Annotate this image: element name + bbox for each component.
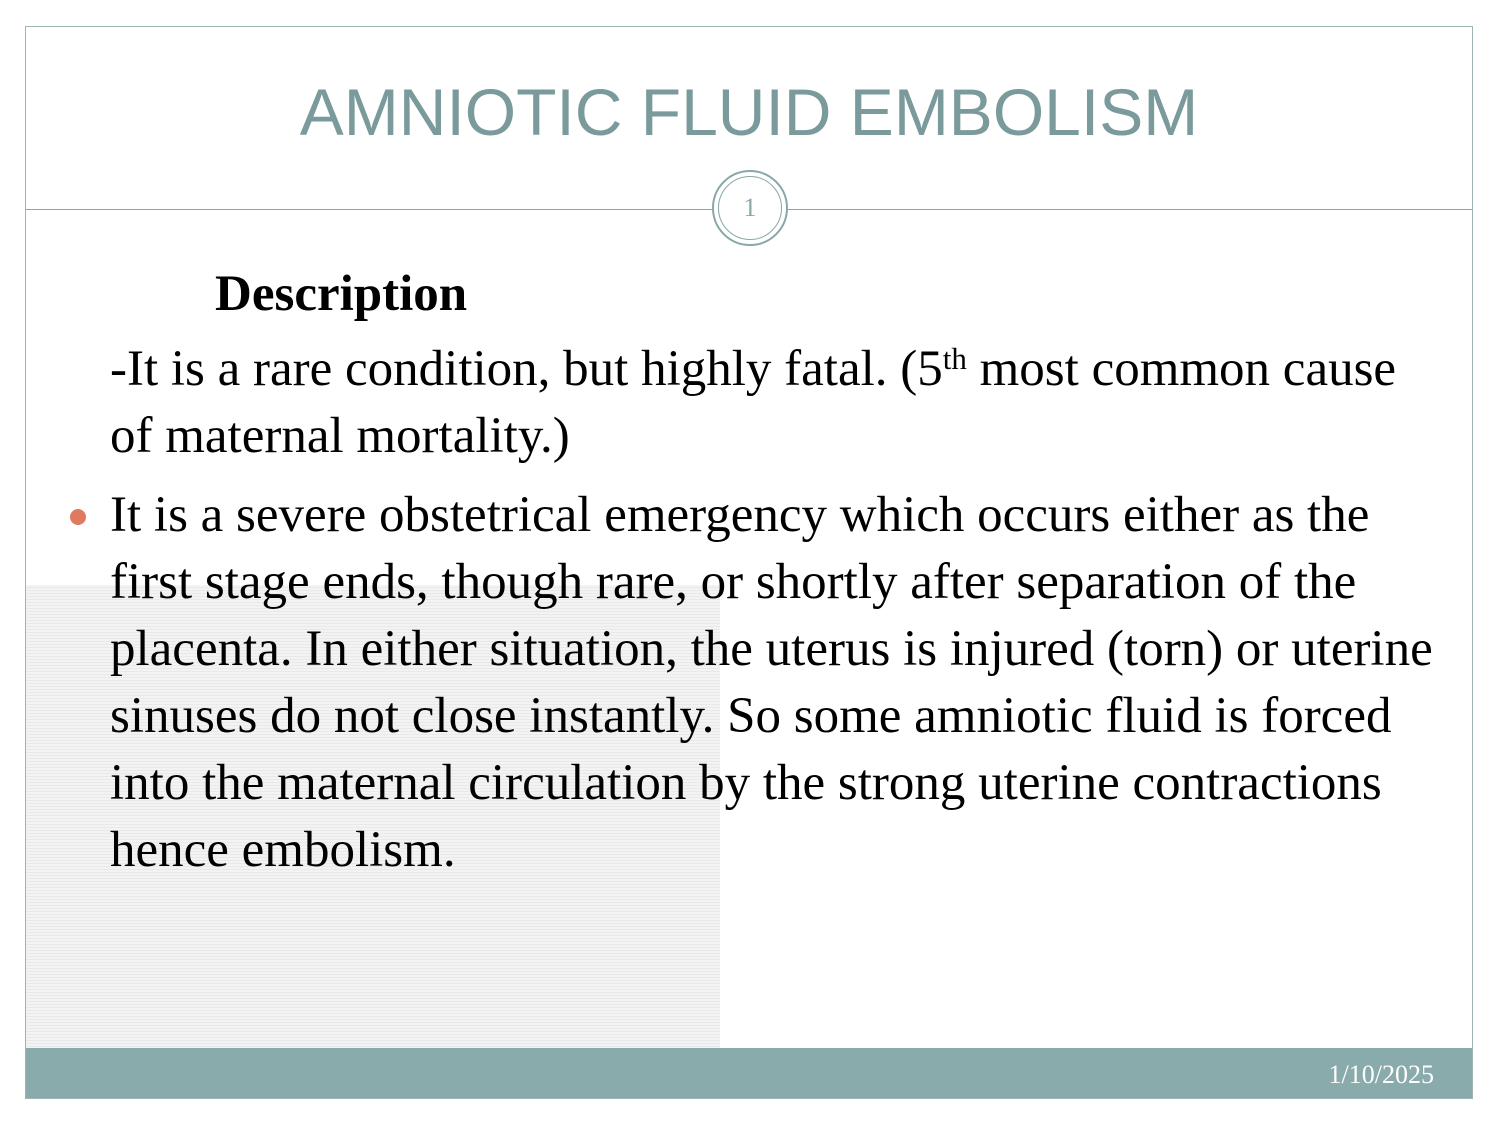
slide-date: 1/10/2025 xyxy=(1328,1060,1434,1089)
slide-number: 1 xyxy=(718,176,782,240)
slide-body xyxy=(110,260,1450,884)
intro-superscript: th xyxy=(942,341,967,376)
bullet-text: It is a severe obstetrical emergency which occurs either as the first stage ends, though rare, or shortly after separation of the placenta. In either situation, the uterus is injured (torn) or uterine sinuses do not close instantly. So some amniotic fluid is forced into the maternal circulation by the strong uterine contractions hence embolism. xyxy=(110,487,1433,878)
bullet-dot-icon xyxy=(70,509,86,525)
bullet-item xyxy=(110,482,1450,884)
intro-text-part2: most common cause of maternal mortality.) xyxy=(110,341,1397,464)
section-heading: Description xyxy=(215,266,468,322)
footer-bar xyxy=(26,1048,1472,1098)
intro-text-part1: -It is a rare condition, but highly fatal. (5 xyxy=(110,341,943,397)
intro-paragraph xyxy=(110,336,1450,470)
slide-title: AMNIOTIC FLUID EMBOLISM xyxy=(299,75,1199,149)
slide-number-badge xyxy=(712,170,788,246)
